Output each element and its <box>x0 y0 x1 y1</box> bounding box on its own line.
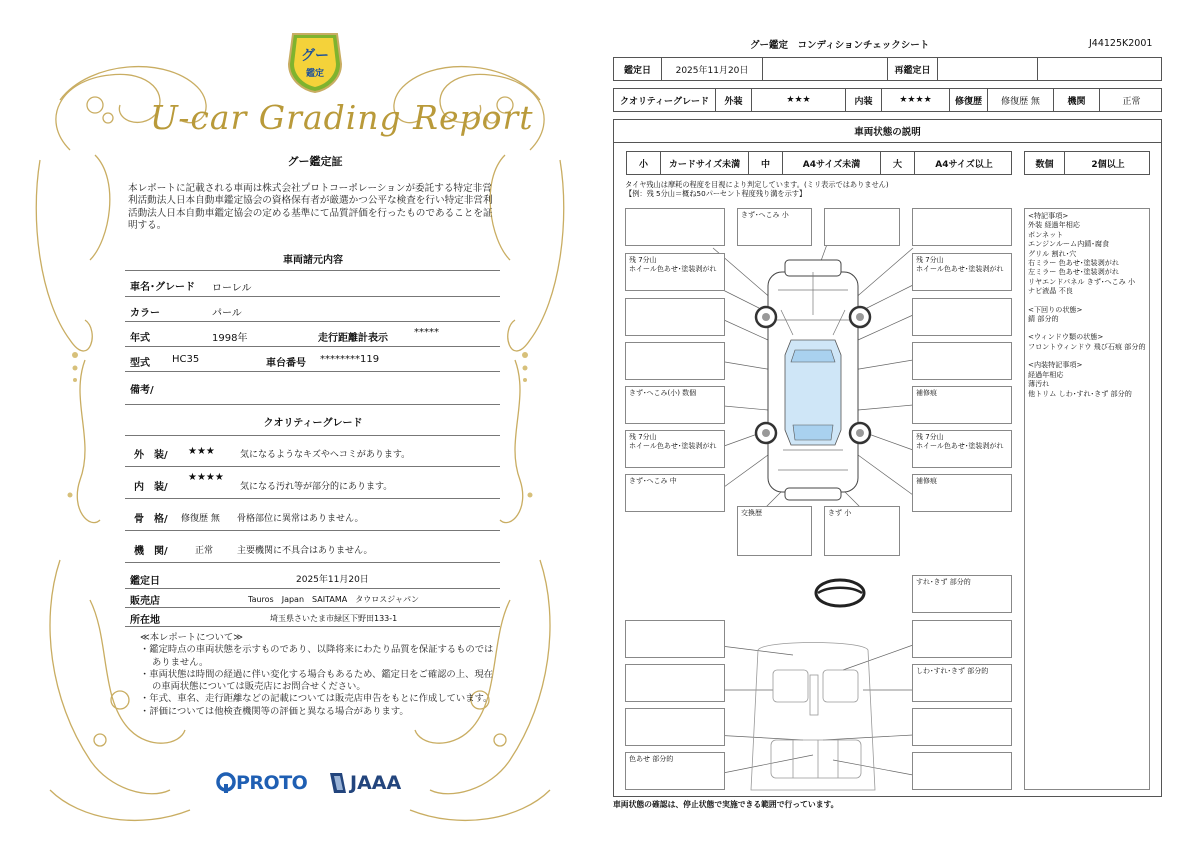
engine-value: 正常 <box>1122 96 1141 107</box>
size-mid-desc: A4サイズ未満 <box>783 152 881 174</box>
divider <box>125 562 500 563</box>
comment-right-mid: 補修痕 <box>912 386 1012 424</box>
comment-front-right-tire: 残 7分山 ホイール色あせ･塗装剥がれ <box>912 253 1012 291</box>
note-line: 他トリム しわ･すれ･きず 部分的 <box>1028 388 1132 398</box>
color-value: パール <box>212 308 242 319</box>
divider <box>125 498 500 499</box>
notes-title: ≪本レポートについて≫ <box>140 632 243 643</box>
vin-value: ********119 <box>320 354 380 365</box>
note-line: 左ミラー 色あせ･塗装剥がれ <box>1028 267 1119 277</box>
comment-box <box>912 752 1012 790</box>
condition-check-sheet <box>600 0 1200 848</box>
comment-front-left-tire: 残 7分山 ホイール色あせ･塗装剥がれ <box>625 253 725 291</box>
proto-logo-text: PROTO <box>236 772 308 794</box>
comment-top-mid: きず･へこみ 小 <box>737 208 812 246</box>
ext-label: 外装 <box>716 89 752 111</box>
note-line: 右ミラー 色あせ･塗装剥がれ <box>1028 258 1119 268</box>
divider <box>125 321 500 322</box>
note-line: 薄汚れ <box>1028 379 1050 389</box>
quality-title: クオリティーグレード <box>263 418 363 429</box>
comment-right-low: 補修痕 <box>912 474 1012 512</box>
comment-box <box>912 342 1012 380</box>
mileage-label: 走行距離計表示 <box>318 333 388 344</box>
jaaa-logo-text: JAAA <box>350 772 402 794</box>
comment-bottom-b: きず 小 <box>824 506 900 556</box>
note-item: ・評価については他検査機関等の評価と異なる場合があります。 <box>140 705 409 717</box>
footer-logos <box>212 769 412 799</box>
divider <box>125 466 500 467</box>
comment-box <box>912 208 1012 246</box>
size-legend <box>626 151 1012 175</box>
int-label: 内装 <box>846 89 882 111</box>
engine-desc: 主要機関に不具合はありません。 <box>237 546 373 556</box>
date-label: 鑑定日 <box>614 58 662 80</box>
divider <box>125 371 500 372</box>
address-label: 所在地 <box>130 615 160 626</box>
count-legend <box>1024 151 1150 175</box>
comment-box <box>625 208 725 246</box>
comment-box <box>912 298 1012 336</box>
note-line: 錆 部分的 <box>1028 314 1059 324</box>
sheet-footer: 車両状態の確認は、停止状態で実施できる範囲で行っています。 <box>613 800 839 809</box>
engine-value: 正常 <box>195 546 214 556</box>
comment-box <box>625 298 725 336</box>
tire-note-example: 【例：残 5分山＝概ね50パーセント程度残り溝を示す】 <box>625 189 807 198</box>
car-name-value: ローレル <box>212 283 252 294</box>
svg-text:グー: グー <box>301 48 329 64</box>
count-label: 数個 <box>1025 152 1065 174</box>
note-line: フロントウィンドウ 飛び石痕 部分的 <box>1028 341 1146 351</box>
interior-label: 内 装/ <box>134 482 168 493</box>
comment-box <box>912 620 1012 658</box>
steering-wheel-icon <box>816 580 864 606</box>
note-item: ・年式、車名、走行距離などの記載については販売店申告をもとに作成しています。 <box>140 693 493 705</box>
comment-rear-right-tire: 残 7分山 ホイール色あせ･塗装剥がれ <box>912 430 1012 468</box>
note-line: ボンネット <box>1028 229 1064 239</box>
empty-cell <box>763 58 888 80</box>
model-value: HC35 <box>172 354 200 365</box>
comment-left-low: きず･へこみ 中 <box>625 474 725 512</box>
engine-label: 機 関/ <box>134 546 168 557</box>
comment-box <box>912 708 1012 746</box>
comment-interior-left: 色あせ 部分的 <box>625 752 725 790</box>
exterior-desc: 気になるようなキズやヘコミがあります。 <box>240 450 411 460</box>
note-item: ・車両状態は時間の経過に伴い変化する場合もあるため、鑑定日をご確認の上、現在の車両状態については販売店にお問合せください。 <box>140 668 493 693</box>
date-value: 2025年11月20日 <box>296 575 369 585</box>
quality-label: クオリティーグレード <box>614 89 716 111</box>
specs-title: 車両諸元内容 <box>283 255 343 266</box>
exterior-stars: ★★★ <box>188 446 215 457</box>
report-script-title: U-car Grading Report <box>150 98 534 137</box>
date-value: 2025年11月20日 <box>662 58 763 80</box>
proto-logo-icon <box>216 772 236 794</box>
quality-row <box>613 88 1162 112</box>
size-small-desc: カードサイズ未満 <box>661 152 749 174</box>
divider <box>125 404 500 405</box>
divider <box>125 346 500 347</box>
year-value: 1998年 <box>212 333 248 344</box>
vin-label: 車台番号 <box>266 358 306 369</box>
note-line: 外装 経過年相応 <box>1028 220 1080 230</box>
shop-label: 販売店 <box>130 596 160 607</box>
comment-bottom-a: 交換歴 <box>737 506 812 556</box>
reinspect-label: 再鑑定日 <box>888 58 938 80</box>
comment-rear-left-tire: 残 7分山 ホイール色あせ･塗装剥がれ <box>625 430 725 468</box>
certificate-title: グー鑑定証 <box>287 155 343 168</box>
note-line: グリル 割れ･穴 <box>1028 248 1077 258</box>
note-line: ナビ液晶 不良 <box>1028 286 1073 296</box>
comment-box <box>824 208 900 246</box>
date-label: 鑑定日 <box>130 576 160 587</box>
tire-note: タイヤ残山は摩耗の程度を目視により判定しています。(ミリ表示ではありません) <box>625 180 889 189</box>
certificate-text: 本レポートに記載される車両は株式会社プロトコーポレーションが委託する特定非営利活動法人日本自動車鑑定協会の資格保有者が厳選かつ公平な検査を行い特定非営利活動法人日本自動車鑑定協会の定める基準にて品質評価を行ったものであることを証明する。 <box>128 183 493 232</box>
report-notes <box>140 632 500 718</box>
notes-title-windows: <ウィンドウ類の状態> <box>1028 332 1104 342</box>
size-mid: 中 <box>749 152 783 174</box>
size-large: 大 <box>881 152 915 174</box>
repair-label: 修復歴 <box>950 89 988 111</box>
comment-box <box>625 708 725 746</box>
size-large-desc: A4サイズ以上 <box>935 159 993 170</box>
notes-title-underbody: <下回りの状態> <box>1028 304 1083 314</box>
divider <box>125 588 500 589</box>
date-row <box>613 57 1162 81</box>
frame-desc: 骨格部位に異常はありません。 <box>237 514 364 524</box>
remarks-label: 備考/ <box>130 385 154 396</box>
count-desc: 2個以上 <box>1091 159 1125 170</box>
model-label: 型式 <box>130 358 150 369</box>
repair-value: 修復歴 無 <box>988 89 1054 111</box>
comment-left-mid: きず･へこみ(小) 数個 <box>625 386 725 424</box>
divider <box>125 530 500 531</box>
divider <box>125 270 500 271</box>
shop-value: Tauros Japan SAITAMA タウロスジャパン <box>248 595 420 604</box>
frame-label: 骨 格/ <box>134 514 168 525</box>
note-line: エンジンルーム内錆･腐食 <box>1028 239 1110 249</box>
address-value: 埼玉県さいたま市緑区下野田133-1 <box>270 614 398 623</box>
year-label: 年式 <box>130 333 150 344</box>
comment-box <box>625 342 725 380</box>
engine-label: 機関 <box>1054 89 1100 111</box>
notes-title-interior: <内装特記事項> <box>1028 360 1083 370</box>
divider <box>125 626 500 627</box>
divider <box>125 296 500 297</box>
interior-stars: ★★★★ <box>188 472 224 483</box>
divider <box>125 435 500 436</box>
comment-interior-right: しわ･すれ･きず 部分的 <box>912 664 1012 702</box>
jaaa-logo-icon <box>328 771 348 795</box>
notes-title-special: <特記事項> <box>1028 211 1069 220</box>
ext-stars: ★★★ <box>752 89 846 111</box>
size-small: 小 <box>627 152 661 174</box>
comment-box <box>625 620 725 658</box>
comment-steering: すれ･きず 部分的 <box>912 575 1012 613</box>
int-stars: ★★★★ <box>882 89 950 111</box>
sheet-title: グー鑑定 コンディションチェックシート <box>750 40 930 51</box>
svg-text:鑑定: 鑑定 <box>305 69 325 79</box>
mileage-value: ***** <box>414 327 439 338</box>
car-name-label: 車名･グレード <box>130 282 195 293</box>
empty-cell <box>1038 58 1163 80</box>
note-line: リヤエンドパネル きず･へこみ 小 <box>1028 276 1136 286</box>
condition-title: 車両状態の説明 <box>613 119 1162 143</box>
interior-desc: 気になる汚れ等が部分的にあります。 <box>240 482 393 492</box>
comment-box <box>625 664 725 702</box>
frame-value: 修復歴 無 <box>181 514 220 524</box>
note-line: 経過年相応 <box>1028 369 1064 379</box>
exterior-label: 外 装/ <box>134 450 168 461</box>
document-id: J44125K2001 <box>1089 38 1153 49</box>
color-label: カラー <box>130 308 160 319</box>
divider <box>125 607 500 608</box>
special-notes <box>1024 208 1150 790</box>
goo-kantei-emblem <box>287 30 343 94</box>
reinspect-value <box>938 58 1038 80</box>
note-item: ・鑑定時点の車両状態を示すものであり、以降将来にわたり品質を保証するものではありません。 <box>140 644 494 668</box>
